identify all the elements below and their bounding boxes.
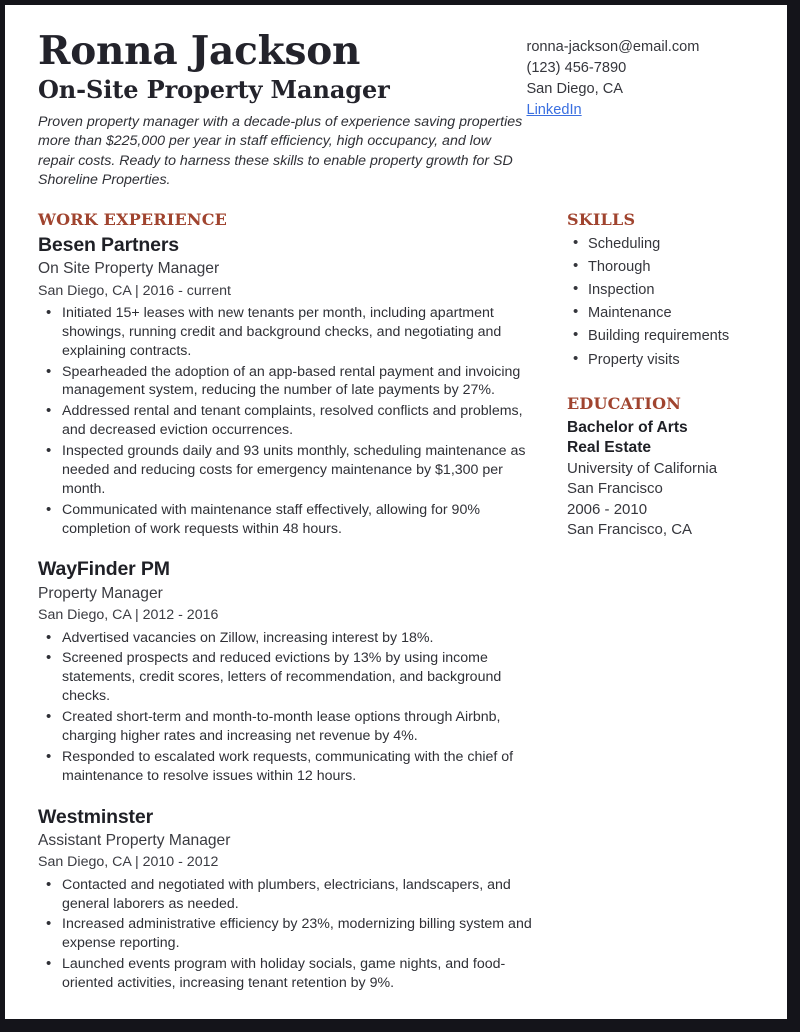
education-degree: Bachelor of Arts bbox=[567, 418, 688, 436]
skill-item: • Building requirements bbox=[567, 326, 787, 346]
job-bullet-list bbox=[38, 629, 546, 786]
job-bullet: • Advertised vacancies on Zillow, increasing interest by 18%. bbox=[38, 629, 546, 648]
job-entry bbox=[38, 557, 546, 785]
linkedin-link[interactable]: LinkedIn bbox=[526, 101, 582, 118]
job-location-dates: San Diego, CA | 2010 - 2012 bbox=[38, 854, 219, 871]
job-bullet: • Increased administrative efficiency by 23%, modernizing billing system and expense reporting. bbox=[38, 915, 546, 953]
skill-item: • Maintenance bbox=[567, 303, 787, 323]
job-bullet-list bbox=[38, 876, 546, 993]
skill-item: • Inspection bbox=[567, 280, 787, 300]
resume-header bbox=[38, 28, 757, 190]
contact-block bbox=[526, 31, 757, 120]
contact-phone[interactable]: (123) 456-7890 bbox=[526, 59, 627, 76]
professional-summary: Proven property manager with a decade-plus of experience saving properties more than $225,000 per year in staff efficiency, high occupancy, and low repair costs. Ready to harness these skills to enable property growth for SD Shoreline Properties. bbox=[38, 114, 523, 188]
job-entry bbox=[38, 805, 546, 993]
job-bullet: • Screened prospects and reduced evictions by 13% by using income statements, credit scores, letters of recommendation, and background checks. bbox=[38, 649, 546, 706]
job-bullet: • Addressed rental and tenant complaints, resolved conflicts and problems, and decreased eviction occurrences. bbox=[38, 402, 546, 440]
contact-email[interactable]: ronna-jackson@email.com bbox=[526, 39, 700, 55]
side-column bbox=[567, 210, 787, 995]
section-spacer bbox=[567, 373, 787, 394]
skill-item: • Scheduling bbox=[567, 234, 787, 254]
skills-list bbox=[567, 234, 787, 370]
education-location: San Francisco, CA bbox=[567, 520, 693, 538]
candidate-name: Ronna Jackson bbox=[38, 28, 361, 74]
candidate-job-tagline: On-Site Property Manager bbox=[38, 75, 390, 105]
resume-sheet bbox=[5, 5, 787, 1019]
contact-location: San Diego, CA bbox=[526, 80, 623, 97]
job-bullet: • Contacted and negotiated with plumbers, electricians, landscapers, and general laborers as needed. bbox=[38, 876, 546, 914]
resume-content bbox=[5, 5, 787, 1019]
job-company-name: WayFinder PM bbox=[38, 558, 170, 581]
job-role-title: Assistant Property Manager bbox=[38, 831, 231, 849]
job-bullet: • Initiated 15+ leases with new tenants per month, including apartment showings, running credit and background checks, and negotiating and explaining contracts. bbox=[38, 304, 546, 361]
section-heading-education: EDUCATION bbox=[567, 393, 682, 413]
job-role-title: On Site Property Manager bbox=[38, 260, 220, 278]
job-bullet: • Created short-term and month-to-month lease options through Airbnb, charging higher rates and increasing net revenue by 4%. bbox=[38, 708, 546, 746]
job-company-name: Besen Partners bbox=[38, 233, 179, 256]
job-location-dates: San Diego, CA | 2012 - 2016 bbox=[38, 607, 219, 624]
education-school-cont: San Francisco bbox=[567, 480, 663, 498]
education-field: Real Estate bbox=[567, 439, 652, 457]
resume-body bbox=[38, 210, 757, 995]
skill-item: • Property visits bbox=[567, 350, 787, 370]
job-bullet: • Spearheaded the adoption of an app-based rental payment and invoicing management system, reducing the number of late payments by 27%. bbox=[38, 363, 546, 401]
header-identity-block bbox=[38, 28, 526, 190]
section-heading-skills: SKILLS bbox=[567, 209, 636, 229]
skill-item: • Thorough bbox=[567, 257, 787, 277]
job-company-name: Westminster bbox=[38, 805, 154, 828]
job-bullet: • Launched events program with holiday socials, game nights, and food-oriented activities, increasing tenant retention by 9%. bbox=[38, 955, 546, 993]
education-entry bbox=[567, 418, 787, 540]
job-entry bbox=[38, 233, 546, 539]
job-location-dates: San Diego, CA | 2016 - current bbox=[38, 282, 231, 299]
education-years: 2006 - 2010 bbox=[567, 500, 648, 518]
contact-linkedin-row bbox=[526, 100, 757, 121]
job-bullet: • Inspected grounds daily and 93 units monthly, scheduling maintenance as needed and reducing costs for emergency maintenance by $1,300 per month. bbox=[38, 442, 546, 499]
education-school: University of California bbox=[567, 460, 718, 478]
job-role-title: Property Manager bbox=[38, 584, 163, 602]
main-column bbox=[38, 210, 546, 995]
job-bullet: • Communicated with maintenance staff effectively, allowing for 90% completion of work requests within 48 hours. bbox=[38, 501, 546, 539]
job-bullet-list bbox=[38, 304, 546, 539]
section-heading-work-experience: WORK EXPERIENCE bbox=[38, 209, 228, 229]
job-bullet: • Responded to escalated work requests, communicating with the chief of maintenance to resolve issues within 12 hours. bbox=[38, 748, 546, 786]
